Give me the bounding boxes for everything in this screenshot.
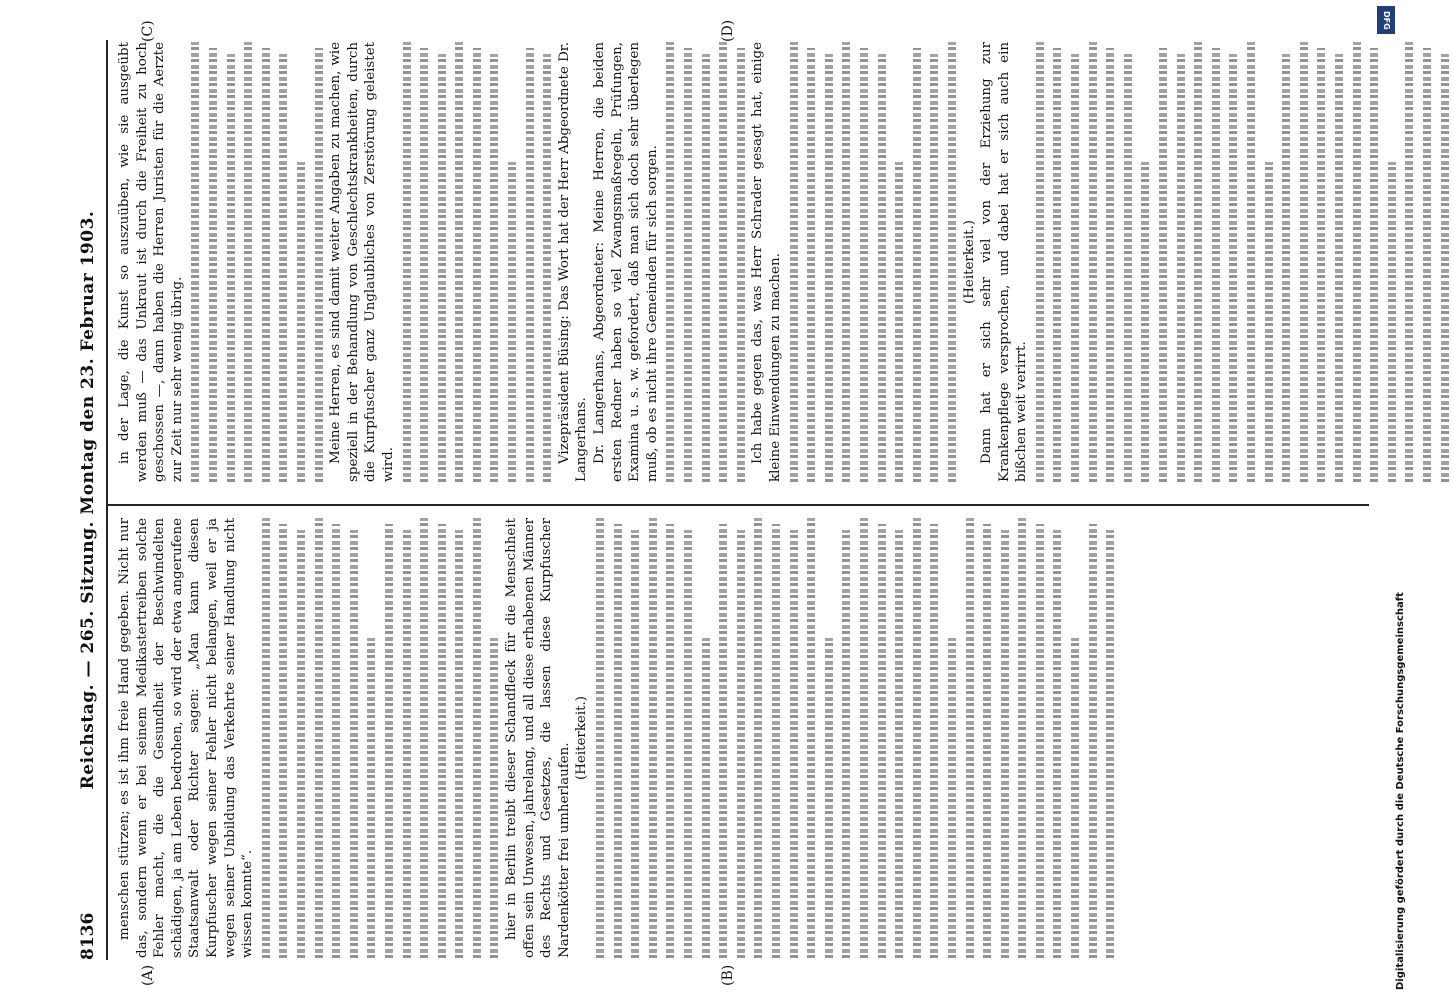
paragraph-interjection: (Heiterkeit.) xyxy=(574,696,590,780)
margin-mark-d: (D) xyxy=(720,19,736,42)
text-line xyxy=(890,42,908,482)
text-line xyxy=(1101,518,1119,958)
text-line xyxy=(1330,42,1348,482)
text-column-right xyxy=(116,42,1365,482)
text-line xyxy=(697,518,715,958)
text-line xyxy=(820,42,838,482)
text-line xyxy=(732,518,750,958)
text-line xyxy=(1013,518,1031,958)
column-divider xyxy=(108,504,1369,506)
paragraph: Vizepräsident Büsing: Das Wort hat der Herr Abgeordnete Dr. Langerhans. xyxy=(556,42,590,482)
paragraph: Meine Herren, es sind damit weiter Angaben zu machen, wie speziell in der Behandlung von Geschlechtskrankheiten, durch die Kurpfuscher ganz Unglaubliches von Zerstörung geleistet wird. xyxy=(328,42,396,482)
text-line xyxy=(837,42,855,482)
text-line xyxy=(485,518,503,958)
text-line xyxy=(890,518,908,958)
text-line xyxy=(1101,42,1119,482)
text-line xyxy=(802,518,820,958)
margin-mark-b: (B) xyxy=(720,964,736,986)
paragraph: Dann hat er sich sehr viel von der Erziehung zur Krankenpflege versprochen, und dabei hat er sich auch ein bißchen weit verirrt. xyxy=(979,42,1030,482)
text-line xyxy=(785,518,803,958)
paragraph: menschen stürzen; es ist ihm freie Hand gegeben. Nicht nur das, sondern wenn er bei seinem Medikastertreiben solche Fehler macht, die die Gesundheit der Beschwindelten schädigen, ja am Leben bedrohen, so wird der etwa angerufene Staatsanwalt oder Richter sagen: „Man kann diesen Kurpfuscher wegen seiner Fehler nicht belangen, weil er ja wegen seiner Unbildung das Verkehrte seiner Handlung nicht wissen konnte“. xyxy=(117,518,256,958)
body-text-lines xyxy=(257,518,503,958)
digitization-note xyxy=(1375,0,1406,1000)
text-line xyxy=(450,518,468,958)
text-line xyxy=(679,42,697,482)
text-line xyxy=(1242,42,1260,482)
text-line xyxy=(661,518,679,958)
body-text-lines xyxy=(591,518,1119,958)
text-line xyxy=(1084,518,1102,958)
text-line xyxy=(433,42,451,482)
page-header xyxy=(78,40,102,960)
text-line xyxy=(714,42,732,482)
text-line xyxy=(1119,42,1137,482)
margin-mark-c: (C) xyxy=(140,20,156,42)
text-line xyxy=(873,42,891,482)
text-line xyxy=(749,518,767,958)
paragraph: hier in Berlin treibt dieser Schandfleck für die Menschheit offen sein Unwesen, jahrelang, und all diese erhabenen Männer des Rechts und Gesetzes, die lassen diese Kurpfuscher Nardenkötter frei umherlaufen. xyxy=(504,518,572,958)
text-line xyxy=(1277,42,1295,482)
paragraph-interjection: (Heiterkeit.) xyxy=(961,220,977,304)
text-line xyxy=(925,518,943,958)
text-line xyxy=(310,518,328,958)
text-line xyxy=(697,42,715,482)
text-line xyxy=(204,42,222,482)
text-line xyxy=(1048,518,1066,958)
header-rule xyxy=(106,40,108,960)
text-line xyxy=(679,518,697,958)
text-line xyxy=(609,518,627,958)
text-line xyxy=(310,42,328,482)
text-line xyxy=(1312,42,1330,482)
paragraph: Dr. Langerhans, Abgeordneter: Meine Herren, die beiden ersten Redner haben so viel Zwangsmaßregeln, Prüfungen, Examina u. s. w. gefordert, daß man sich doch sehr überlegen muß, ob es nicht ihre Gemeinden für sich sorgen. xyxy=(592,42,660,482)
text-line xyxy=(503,42,521,482)
text-line xyxy=(925,42,943,482)
text-line xyxy=(222,42,240,482)
text-line xyxy=(943,42,961,482)
text-line xyxy=(820,518,838,958)
text-line xyxy=(767,518,785,958)
text-line xyxy=(415,518,433,958)
text-line xyxy=(292,42,310,482)
text-line xyxy=(1031,42,1049,482)
paragraph: Ich habe gegen das, was Herr Schrader gesagt hat, einige kleine Einwendungen zu machen. xyxy=(750,42,783,482)
text-line xyxy=(398,518,416,958)
text-line xyxy=(1224,42,1242,482)
text-line xyxy=(943,518,961,958)
text-line xyxy=(1066,518,1084,958)
text-line xyxy=(521,42,539,482)
text-line xyxy=(468,42,486,482)
text-line xyxy=(485,42,503,482)
body-text-lines xyxy=(661,42,749,482)
text-line xyxy=(186,42,204,482)
text-line xyxy=(996,518,1014,958)
page-title: Reichstag. — 265. Sitzung. Montag den 23. Februar 1903. xyxy=(78,210,98,790)
text-line xyxy=(1136,42,1154,482)
text-line xyxy=(398,42,416,482)
text-line xyxy=(433,518,451,958)
text-line xyxy=(257,42,275,482)
text-line xyxy=(1172,42,1190,482)
text-line xyxy=(644,518,662,958)
text-line xyxy=(961,518,979,958)
dfg-logo: DFG xyxy=(1377,6,1395,34)
text-line xyxy=(1154,42,1172,482)
text-line xyxy=(837,518,855,958)
text-line xyxy=(274,42,292,482)
text-line xyxy=(1189,42,1207,482)
text-line xyxy=(661,42,679,482)
paragraph: in der Lage, die Kunst so auszuüben, wie sie ausgeübt werden muß — das Unkraut ist durch die Freiheit zu hoch geschossen —, dann haben die Herren Juristen für die Aerzte zur Zeit nur sehr wenig übrig. xyxy=(117,42,185,482)
body-text-lines xyxy=(398,42,556,482)
body-text-lines xyxy=(186,42,327,482)
text-line xyxy=(1260,42,1278,482)
text-line xyxy=(908,518,926,958)
text-line xyxy=(873,518,891,958)
text-line xyxy=(855,518,873,958)
text-line xyxy=(802,42,820,482)
text-line xyxy=(626,518,644,958)
text-column-left xyxy=(116,518,1365,958)
text-line xyxy=(380,518,398,958)
text-line xyxy=(785,42,803,482)
text-line xyxy=(1066,42,1084,482)
text-line xyxy=(978,518,996,958)
text-line xyxy=(450,42,468,482)
text-line xyxy=(1031,518,1049,958)
text-line xyxy=(415,42,433,482)
text-line xyxy=(714,518,732,958)
text-line xyxy=(292,518,310,958)
text-line xyxy=(1295,42,1313,482)
text-line xyxy=(908,42,926,482)
text-line xyxy=(1418,42,1436,482)
text-line xyxy=(538,42,556,482)
text-line xyxy=(1048,42,1066,482)
body-text-lines xyxy=(785,42,961,482)
text-line xyxy=(591,518,609,958)
text-line xyxy=(1084,42,1102,482)
text-line xyxy=(855,42,873,482)
digitization-note-text: Digitalisierung gefördert durch die Deutsche Forschungsgemeinschaft xyxy=(1395,592,1406,990)
text-line xyxy=(1207,42,1225,482)
text-line xyxy=(239,42,257,482)
text-line xyxy=(732,42,750,482)
text-line xyxy=(362,518,380,958)
page-number: 8136 xyxy=(78,912,98,960)
margin-mark-a: (A) xyxy=(140,964,156,986)
text-line xyxy=(257,518,275,958)
text-line xyxy=(1436,42,1453,482)
text-line xyxy=(1348,42,1366,482)
text-line xyxy=(345,518,363,958)
text-line xyxy=(468,518,486,958)
text-line xyxy=(327,518,345,958)
text-line xyxy=(274,518,292,958)
